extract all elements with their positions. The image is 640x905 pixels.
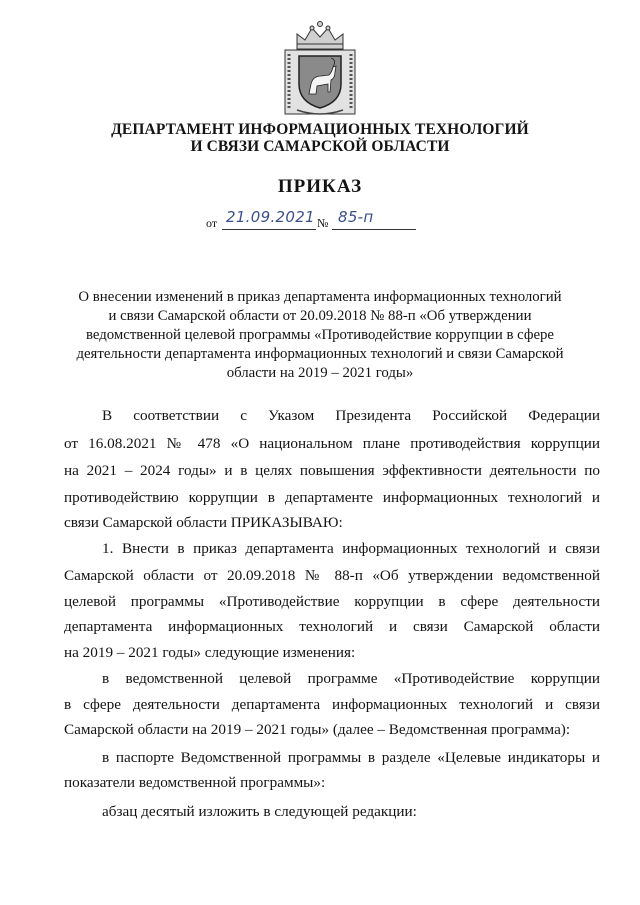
order-date-number <box>206 210 416 232</box>
body-line: от 16.08.2021 № 478 «О национальном плане противодействия коррупции <box>64 435 600 452</box>
subject-line: деятельности департамента информационных технологий и связи Самарской <box>76 346 564 362</box>
body-line: в ведомственной целевой программе «Противодействие коррупции <box>102 670 600 687</box>
body-line: в паспорте Ведомственной программы в разделе «Целевые индикаторы и <box>102 749 600 766</box>
date-label: от <box>206 216 218 230</box>
body-line: В соответствии с Указом Президента Российской Федерации <box>102 407 600 424</box>
document-type-title: ПРИКАЗ <box>277 176 363 197</box>
order-date-handwritten: 21.09.2021 <box>226 208 315 226</box>
department-name-line1: ДЕПАРТАМЕНТ ИНФОРМАЦИОННЫХ ТЕХНОЛОГИЙ <box>111 121 529 138</box>
body-line: показатели ведомственной программы»: <box>64 774 326 791</box>
subject-line: и связи Самарской области от 20.09.2018 № 88-п «Об утверждении <box>108 308 532 324</box>
number-label: № <box>317 216 329 230</box>
body-line: на 2019 – 2021 годы» следующие изменения: <box>64 644 356 661</box>
subject-line: области на 2019 – 2021 годы» <box>226 365 414 381</box>
body-line: противодействию коррупции в департаменте информационных технологий и <box>64 489 600 506</box>
body-line: на 2021 – 2024 годы» и в целях повышения эффективности деятельности по <box>64 462 600 479</box>
body-line: связи Самарской области ПРИКАЗЫВАЮ: <box>64 514 343 531</box>
body-line: департамента информационных технологий и связи Самарской области <box>64 618 600 635</box>
body-line: Самарской области на 2019 – 2021 годы» (далее – Ведомственная программа): <box>64 721 571 738</box>
date-underline <box>222 229 316 230</box>
body-line: абзац десятый изложить в следующей редакции: <box>102 803 417 820</box>
department-name-line2: И СВЯЗИ САМАРСКОЙ ОБЛАСТИ <box>190 138 450 155</box>
body-line: 1. Внести в приказ департамента информационных технологий и связи <box>102 540 600 557</box>
number-underline <box>332 229 416 230</box>
subject-line: О внесении изменений в приказ департамента информационных технологий <box>78 289 562 305</box>
body-line: целевой программы «Противодействие коррупции в сфере деятельности <box>64 593 600 610</box>
body-line: в сфере деятельности департамента информационных технологий и связи <box>64 696 600 713</box>
order-subject <box>40 288 600 383</box>
coat-of-arms-icon <box>275 20 365 118</box>
body-line: Самарской области от 20.09.2018 № 88-п «Об утверждении ведомственной <box>64 567 600 584</box>
subject-line: ведомственной целевой программы «Противодействие коррупции в сфере <box>85 327 554 343</box>
order-number-handwritten: 85-п <box>338 208 374 226</box>
